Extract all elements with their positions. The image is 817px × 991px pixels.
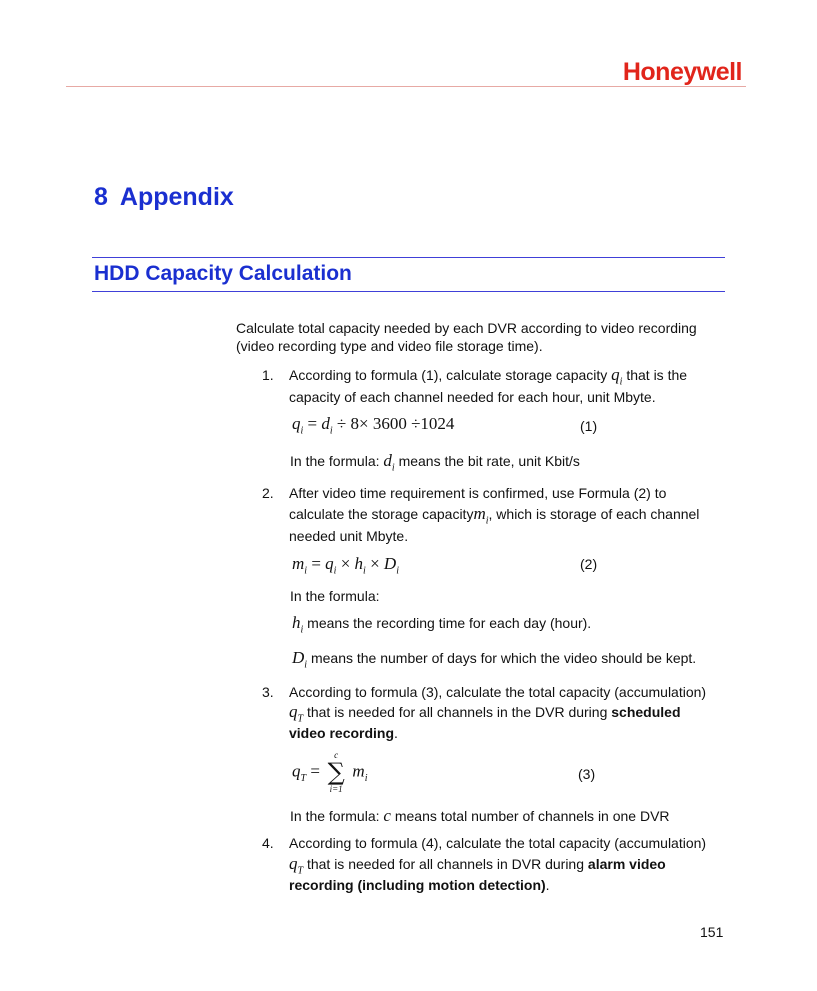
formula-2: $m_i = q_i \times h_i \times D_i$ — [292, 554, 399, 577]
item-2-text-b: , which is storage of each channel — [488, 506, 700, 522]
note-h-text: means the recording time for each day (hour). — [307, 615, 592, 631]
chapter-heading — [94, 183, 234, 212]
formula-1-number: (1) — [580, 418, 598, 434]
formula-3: $q_T$ = c ∑ i=1 $m_i$ — [292, 750, 368, 794]
var-D: $D_i$ — [292, 648, 308, 671]
note-text: means total number of channels in one DVR — [394, 808, 670, 824]
item-4-line-1: According to formula (4), calculate the total capacity (accumulation) — [289, 835, 707, 851]
item-4-text-a: that is needed for all channels in DVR during — [306, 856, 585, 872]
item-4-line-3: recording (including motion detection). — [289, 877, 550, 893]
chapter-title: Appendix — [119, 183, 234, 211]
item-1-note — [290, 452, 580, 477]
item-4-bold-b: recording (including motion detection) — [289, 877, 546, 893]
item-3-text-a: that is needed for all channels in the DVR during — [306, 704, 608, 720]
var-d: $d_i$ — [383, 451, 395, 474]
item-3-bold-a: scheduled — [611, 704, 681, 720]
item-2-line-3: needed unit Mbyte. — [289, 528, 409, 544]
summation-symbol: c ∑ i=1 — [327, 750, 345, 794]
var-qT: $q_T$ — [289, 854, 304, 877]
var-q: $q_i$ — [611, 365, 623, 388]
item-3-line-3: video recording. — [289, 725, 398, 741]
item-4-bold-a: alarm video — [587, 856, 666, 872]
item-3-line-1: According to formula (3), calculate the total capacity (accumulation) — [289, 684, 707, 700]
item-1-number: 1. — [262, 367, 274, 383]
var-m: $m_i$ — [473, 504, 489, 527]
note-label: In the formula: — [290, 808, 380, 824]
honeywell-logo: Honeywell — [622, 58, 742, 86]
formula-1: $q_i = d_i \div 8\times 3600 \div 1024$ — [292, 414, 455, 437]
item-1-line-2: capacity of each channel needed for each hour, unit Mbyte. — [289, 389, 656, 405]
page-number: 151 — [700, 924, 724, 940]
note-text: means the bit rate, unit Kbit/s — [398, 453, 580, 469]
item-3-note — [290, 807, 670, 825]
intro-line-2: (video recording type and video file storage time). — [236, 338, 543, 354]
item-2-line-1: After video time requirement is confirmed, use Formula (2) to — [289, 485, 667, 501]
formula-2-number: (2) — [580, 556, 598, 572]
item-2-note-h — [292, 614, 591, 639]
item-3-number: 3. — [262, 684, 274, 700]
section-rule-bottom — [92, 291, 725, 292]
var-qT: $q_T$ — [289, 702, 304, 725]
intro-line-1: Calculate total capacity needed by each DVR according to video recording — [236, 320, 697, 336]
header-divider — [66, 86, 746, 87]
item-2-note-d — [292, 649, 696, 674]
item-4-number: 4. — [262, 835, 274, 851]
item-2-note-heading: In the formula: — [290, 588, 380, 604]
chapter-number: 8 — [94, 183, 108, 211]
formula-3-number: (3) — [578, 766, 596, 782]
item-2-text-a: calculate the storage capacity — [289, 506, 474, 522]
var-c: c — [383, 806, 391, 825]
item-1-text-a: According to formula (1), calculate storage capacity — [289, 367, 608, 383]
section-heading: HDD Capacity Calculation — [94, 262, 352, 285]
item-2-number: 2. — [262, 485, 274, 501]
item-3-bold-b: video recording — [289, 725, 395, 741]
item-1-text-b: that is the — [626, 367, 688, 383]
var-h: $h_i$ — [292, 613, 304, 636]
section-rule-top — [92, 257, 725, 258]
note-d-text: means the number of days for which the video should be kept. — [310, 650, 697, 666]
note-label: In the formula: — [290, 453, 380, 469]
